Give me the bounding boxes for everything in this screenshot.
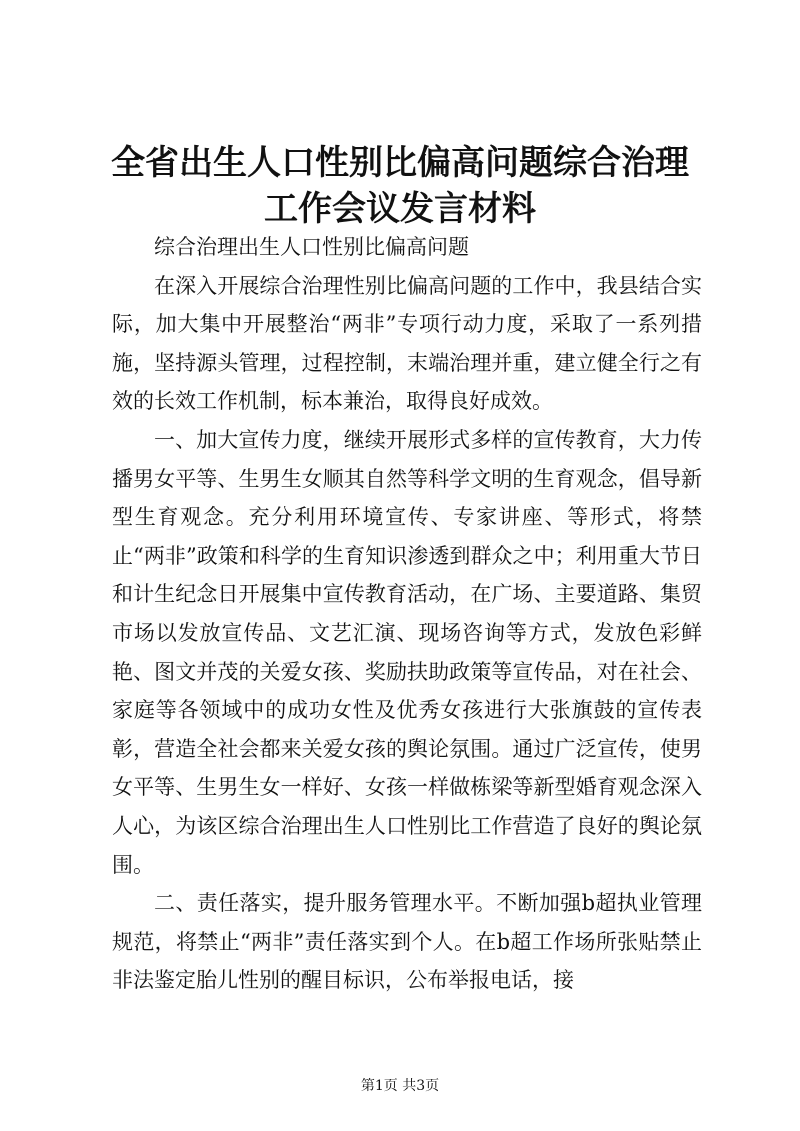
section-one-paragraph: 一、加大宣传力度，继续开展形式多样的宣传教育，大力传播男女平等、生男生女顺其自然等科学文明的生育观念，倡导新型生育观念。充分利用环境宣传、专家讲座、等形式，将禁止“两非”政策和科学的生育知识渗透到群众之中；利用重大节日和计生纪念日开展集中宣传教育活动，在广场、主要道路、集贸市场以发放宣传品、文艺汇演、现场咨询等方式，发放色彩鲜艳、图文并茂的关爱女孩、奖励扶助政策等宣传品，对在社会、家庭等各领域中的成功女性及优秀女孩进行大张旗鼓的宣传表彰，营造全社会都来关爱女孩的舆论氛围。通过广泛宣传，使男女平等、生男生女一样好、女孩一样做栋梁等新型婚育观念深入人心，为该区综合治理出生人口性别比工作营造了良好的舆论氛围。	[112, 427, 702, 877]
intro-paragraph: 在深入开展综合治理性别比偏高问题的工作中，我县结合实际，加大集中开展整治“两非”专项行动力度，采取了一系列措施，坚持源头管理，过程控制，末端治理并重，建立健全行之有效的长效工作机制，标本兼治，取得良好成效。	[112, 273, 702, 414]
page-footer: 第1页 共3页	[360, 1078, 440, 1094]
section-two-paragraph: 二、责任落实，提升服务管理水平。不断加强b超执业管理规范，将禁止“两非”责任落实到个人。在b超工作场所张贴禁止非法鉴定胎儿性别的醒目标识，公布举报电话，接	[112, 891, 702, 993]
subtitle-paragraph: 综合治理出生人口性别比偏高问题	[154, 235, 469, 259]
document-title: 全省出生人口性别比偏高问题综合治理工作会议发言材料	[111, 143, 689, 229]
document-body	[112, 228, 702, 1000]
